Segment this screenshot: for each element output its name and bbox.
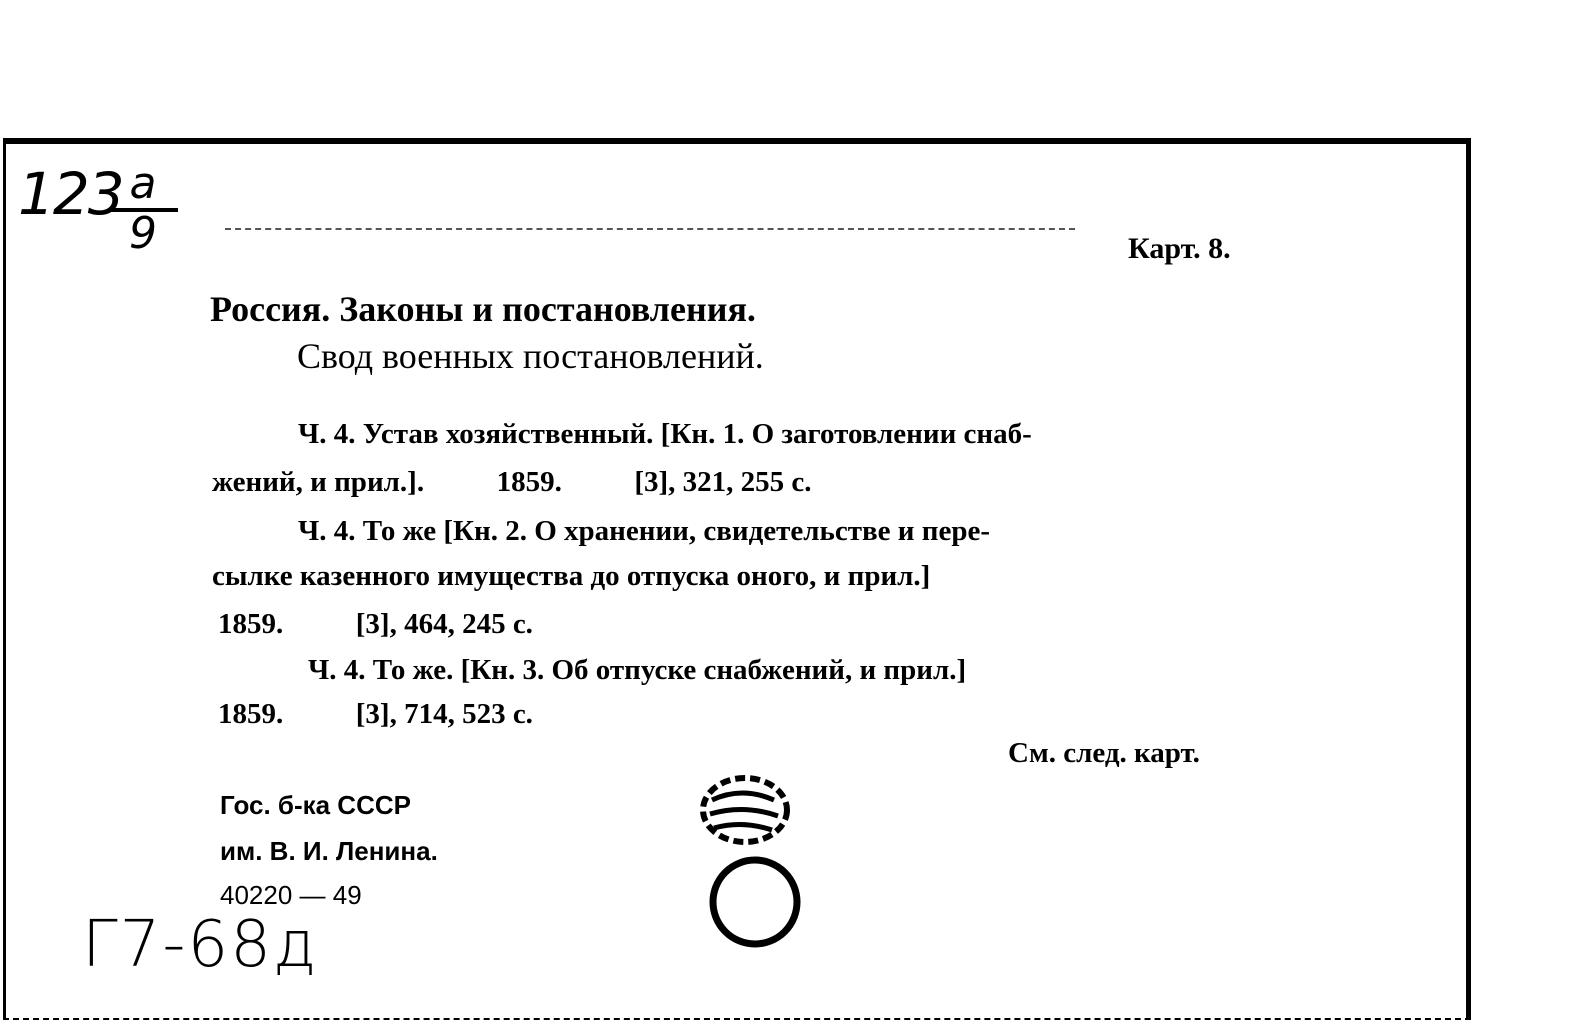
entry-line: 1859. [3], 464, 245 с. <box>218 608 533 640</box>
imprint-library-name: им. В. И. Ленина. <box>220 836 438 866</box>
imprint-library: Гос. б-ка СССР <box>220 790 411 820</box>
heading: Россия. Законы и постановления. <box>210 289 756 329</box>
card-number: Карт. 8. <box>1128 232 1231 265</box>
call-number-fraction-top: a <box>108 162 178 212</box>
entry-line: Ч. 4. То же [Кн. 2. О хранении, свидетельстве и пере- <box>298 515 990 547</box>
call-number-fraction-bottom: 9 <box>129 208 157 259</box>
see-next-card: См. след. карт. <box>1008 737 1200 769</box>
handwritten-code: Г7-68д <box>82 908 319 982</box>
dashed-rule <box>225 228 1075 230</box>
entry-line: сылке казенного имущества до отпуска оного, и прил.] <box>212 560 931 592</box>
entry-line: 1859. [3], 714, 523 с. <box>218 698 533 730</box>
call-number-fraction <box>108 158 178 259</box>
imprint-code: 40220 — 49 <box>220 880 362 910</box>
entry-line: Ч. 4. То же. [Кн. 3. Об отпуске снабжений, и прил.] <box>308 654 967 686</box>
stamp-icon <box>690 770 820 960</box>
subheading: Свод военных постановлений. <box>297 336 764 376</box>
entry-line: жений, и прил.]. 1859. [3], 321, 255 с. <box>212 466 812 498</box>
entry-line: Ч. 4. Устав хозяйственный. [Кн. 1. О заготовлении снаб- <box>298 418 1032 450</box>
call-number-main: 123 <box>18 160 123 228</box>
